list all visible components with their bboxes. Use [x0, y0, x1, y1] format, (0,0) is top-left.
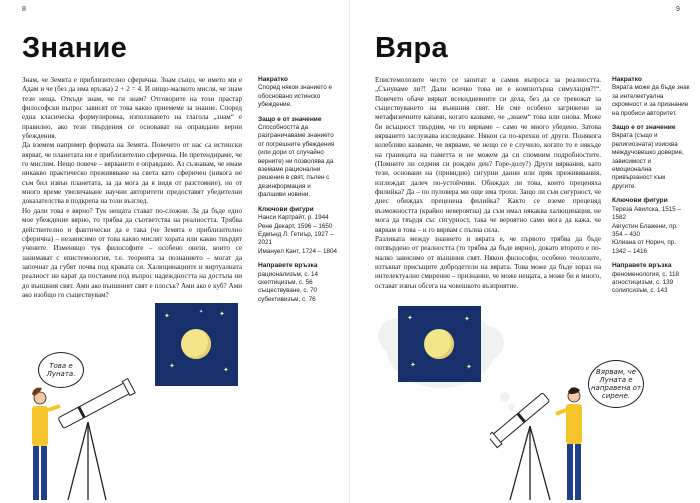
page-number: 9 — [676, 6, 680, 13]
star-icon: ✦ — [466, 363, 472, 371]
sidebar-heading: Защо е от значение — [258, 115, 322, 123]
sidebar-heading: Накратко — [258, 76, 288, 83]
right-page — [350, 0, 700, 503]
star-icon: ✦ — [219, 310, 225, 318]
sidebar-text: Нанси Картрайт, р. 1944 Рене Декарт, 1596 – 1650 Едмънд Л. Гетиър, 1927 – 2021 Имануел Кант, 1724 – 1804 — [258, 214, 337, 255]
moon-icon — [181, 329, 211, 359]
night-sky-panel — [155, 303, 238, 386]
speech-text: Това е Луната. — [46, 362, 76, 378]
moon-icon — [424, 329, 454, 359]
sidebar-heading: Направете връзка — [612, 262, 672, 270]
sidebar — [258, 76, 340, 304]
star-icon: ✦ — [464, 315, 470, 323]
body-text — [22, 76, 242, 300]
telescope-figure — [490, 360, 610, 503]
sidebar — [612, 76, 690, 296]
paragraph: Да вземем например формата на Земята. Повечето от нас са истински вярват, че планетата ни е приблизително сферична. Не претендираме, че го мислим. Нещо повече – вярването е оправдано. Аз съзнавам, че имам никакво практическо преживяване на света като сферичен (никога не съм бил извън планетата, за да мога да я видя от разстояние), но от много време увеличаване научни авторитети предоставят убедителни доказателства в подкрепа на този възглед. — [22, 141, 242, 206]
night-sky-panel — [398, 306, 481, 382]
page-number: 8 — [22, 6, 26, 13]
star-icon: ✦ — [169, 362, 175, 370]
sidebar-heading: Ключови фигури — [258, 205, 314, 213]
page-title: Вяра — [375, 32, 448, 64]
paragraph: Но дали това е вярно? Тук нещата стават по-сложни. За да бъде едно мое убеждение вярно, то трябва да съответства на реалността. Трябва действително и фактически да е така (че Земята е приблизително сферична) – независимо от това какво мислят хората или какво твърдят учените. Изменящо тук философите – особено онези, които се занимават с епистемология, т.е. теорията за познанието – могат да започнат да губят почва под краката си. Халюцинациите и виртуалната реалност ни карат да поставим под въпрос надеждността на достъпа ни до външния свят. Ами ако външният свят е плосък? Ами ако е куб? Ами ако изобщо го съществувам? — [22, 206, 242, 299]
page-title: Знание — [22, 32, 128, 64]
speech-text: Вярвам, че Луната е направена от сирене. — [590, 368, 642, 400]
sidebar-text: Според някои знанието е обосновано истинско убеждение. — [258, 84, 332, 109]
sidebar-text: рационализъм, с. 14 скептицизъм, с. 56 съществуване, с. 70 субективизъм, с. 76 — [258, 270, 318, 303]
sidebar-heading: Защо е от значение — [612, 124, 676, 132]
paragraph: Епистемолозите често се запитат в самия въпроса за реалността. „Сънуваме ли?! Дали всичко това не е компютърна симулация?!“. Повечето обаче вярват всекидневните си дела, без да се тревожат за съществуването на външния свят. Не сме особено загрижени за метафизичните капани, когато казваме, че „знаем“ това или онова. Може би всъщност твърдим, че го вярваме – само че много убедено. Затова вярването заслужава изследване. Някои са по-крехки от други. Понякога колебливо казваме, че вярваме, че нещо се е случило, когато то е някъде на границата на паметта и не можем да си спомним подробностите. (Помните ли седмия си рожден ден? Горе-долу?) Други вярвания, като тези, основани на (привидно) сигурни данни или пряк преживявания, изглеждат далеч по-устойчиви. Обиждах ли това, които преценяха филийка? Да – по пуловера ми още има трохи. Защо ли съм сигурност, че днес обиждах преценена филийка? Както се вземе преценяд възможността (крайно невероятна) да съм имал някаква халюцинация, не мога да твърдя със сигурност, така че вероятно само мога да кажа, че вярвам в това – и го вярвам с пълна сила. — [375, 76, 601, 234]
sidebar-text: Вярата (също и религиозната) изисква междучовешко доверие, зависимост и емоционална привързаност към другите. — [612, 132, 684, 190]
paragraph: Знам, че Земята е приблизително сферична. Знам също, че името ми е Адам и че (без да има връзка) 2 + 2 = 4. И нищо-малкото мисля, че знам тези неща. Откъде знам, че ги знам? Отговорите на този прастар философски въпрос зависят от това какво приемеме за знание. Според една класическа формулировка, използването на глагола „знам“ е правилно, ако тези твърдения се основават на оправдани верни убеждения. — [22, 76, 242, 141]
body-text — [375, 76, 601, 291]
telescope-figure — [20, 360, 150, 503]
sidebar-text: Способността да разграничаваме знанието от погрешните убеждения (или дори от случайно верните) ни позволява да вземаме рационални решения в свят, пълен с дезинформация и фалшиви новини. — [258, 124, 335, 199]
sidebar-text: Вярата може да бъде знак за интелектуална скромност и за признание на пробиси авторитет. — [612, 84, 690, 117]
star-icon: ✦ — [407, 314, 413, 322]
star-icon: ✦ — [410, 361, 416, 369]
sidebar-heading: Ключови фигури — [612, 197, 668, 205]
paragraph: Разликата между знанието и вярата е, че първото трябва да бъде потвърдено от реалността (то трябва да бъде вярно), докато второто е по-малко зависимо от външния свят. Някои философи, особено теолозите, изтъкват присъщите добродетели на вярата. Това може да бъде израз на интелектуално смирение – признание, че може нещата, а може би и много, остават извън обсега на човешкото възприятие. — [375, 234, 601, 290]
star-icon: ✦ — [199, 310, 204, 315]
sidebar-heading: Направете връзка — [258, 262, 318, 270]
star-icon: ✦ — [164, 312, 170, 320]
star-icon: ✦ — [223, 366, 229, 374]
sidebar-heading: Накратко — [612, 76, 642, 83]
sidebar-text: феноменология, с. 118 агностицизъм, с. 139 солипсизъм, с. 143 — [612, 270, 679, 295]
sidebar-text: Тереза Авилска, 1515 – 1582 Августин Блажени, пр. 354 – 430 Юлиана от Норич, пр. 1342 – 1416 — [612, 205, 682, 255]
